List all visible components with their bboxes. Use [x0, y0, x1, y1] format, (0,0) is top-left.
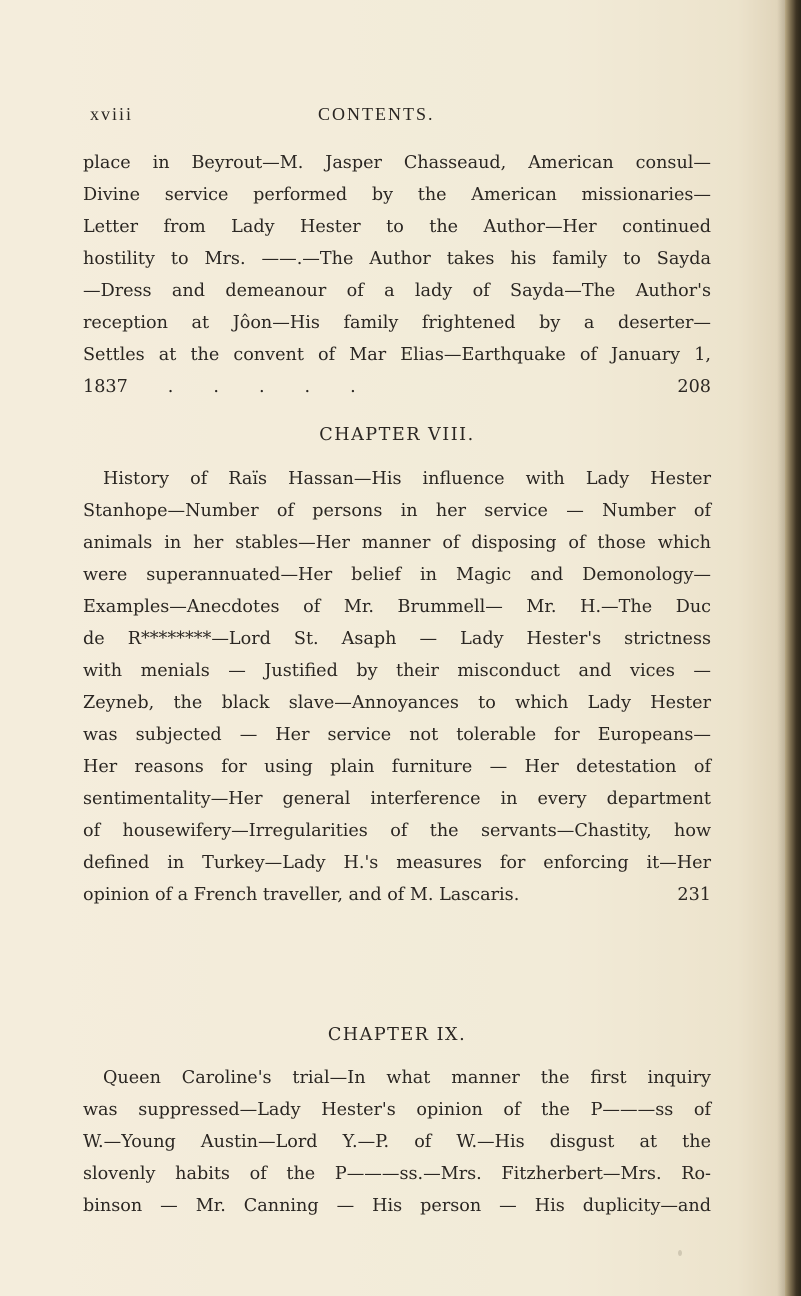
contents-entry-chapter-vii [83, 147, 711, 403]
dot-leader: ..... [167, 377, 396, 397]
entry-line: were superannuated—Her belief in Magic and Demonology— [83, 565, 711, 585]
entry-line: de R********—Lord St. Asaph — Lady Hester's strictness [83, 629, 711, 649]
contents-entry-chapter-ix [83, 1062, 711, 1222]
entry-final-line [83, 371, 711, 403]
entry-line: animals in her stables—Her manner of disposing of those which [83, 533, 711, 553]
entry-final-line [83, 879, 711, 911]
entry-final-text: 1837 [83, 377, 128, 397]
entry-final-text: opinion of a French traveller, and of M. Lascaris [83, 885, 514, 905]
entry-line: W.—Young Austin—Lord Y.—P. of W.—His disgust at the [83, 1132, 711, 1152]
chapter-heading-viii: CHAPTER VIII. [319, 425, 475, 445]
contents-entry-chapter-viii [83, 463, 711, 911]
running-title: CONTENTS. [318, 104, 435, 124]
entry-line: was subjected — Her service not tolerable for Europeans— [83, 725, 711, 745]
entry-line: with menials — Justified by their misconduct and vices — [83, 661, 711, 681]
entry-line: of housewifery—Irregularities of the servants—Chastity, how [83, 821, 711, 841]
entry-page-number: 231 [677, 885, 711, 905]
entry-line: Stanhope—Number of persons in her service — Number of [83, 501, 711, 521]
running-head [90, 104, 710, 130]
entry-line: Zeyneb, the black slave—Annoyances to which Lady Hester [83, 693, 711, 713]
entry-line: was suppressed—Lady Hester's opinion of the P———ss of [83, 1100, 711, 1120]
entry-line: Her reasons for using plain furniture — Her detestation of [83, 757, 711, 777]
entry-line: Queen Caroline's trial—In what manner the first inquiry [103, 1068, 711, 1088]
entry-page-number: 208 [677, 377, 711, 397]
entry-line: —Dress and demeanour of a lady of Sayda—The Author's [83, 281, 711, 301]
page-number: xviii [90, 104, 134, 124]
entry-line: Examples—Anecdotes of Mr. Brummell— Mr. H.—The Duc [83, 597, 711, 617]
entry-line: reception at Jôon—His family frightened by a deserter— [83, 313, 711, 333]
entry-line: hostility to Mrs. ——.—The Author takes his family to Sayda [83, 249, 711, 269]
entry-line: Letter from Lady Hester to the Author—Her continued [83, 217, 711, 237]
page-edge [785, 0, 801, 1296]
entry-line: defined in Turkey—Lady H.'s measures for enforcing it—Her [83, 853, 711, 873]
paper-blemish [678, 1250, 682, 1256]
entry-line: sentimentality—Her general interference in every department [83, 789, 711, 809]
dot-leader: . [513, 885, 520, 905]
entry-line: Settles at the convent of Mar Elias—Earthquake of January 1, [83, 345, 711, 365]
entry-line: slovenly habits of the P———ss.—Mrs. Fitzherbert—Mrs. Ro- [83, 1164, 711, 1184]
entry-line: place in Beyrout—M. Jasper Chasseaud, American consul— [83, 153, 711, 173]
entry-line: History of Raïs Hassan—His influence with Lady Hester [103, 469, 711, 489]
entry-line: binson — Mr. Canning — His person — His duplicity—and [83, 1196, 711, 1216]
chapter-heading-ix: CHAPTER IX. [327, 1025, 467, 1045]
entry-line: Divine service performed by the American missionaries— [83, 185, 711, 205]
